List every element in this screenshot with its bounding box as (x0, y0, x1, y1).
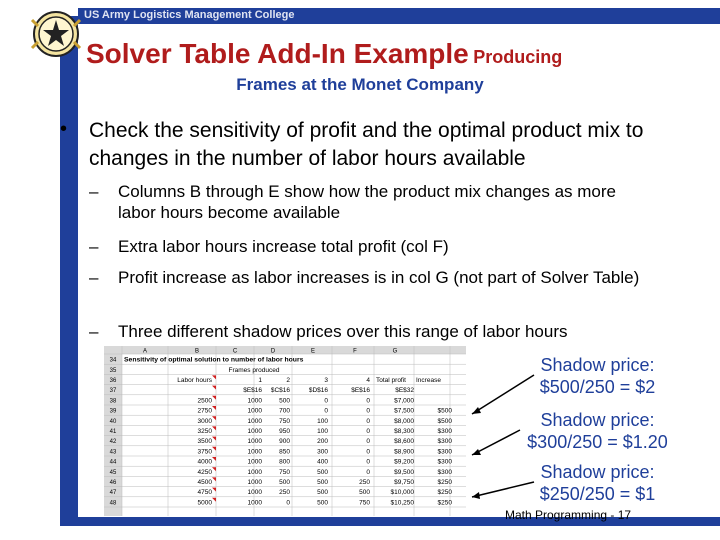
table-cell: 800 (279, 458, 290, 466)
table-cell: $8,300 (394, 428, 414, 435)
table-cell: 3000 (197, 417, 212, 425)
main-bullet-text: Check the sensitivity of profit and the optimal product mix to changes in the number of labor hours available (89, 119, 644, 170)
arrowhead-icon (472, 449, 481, 455)
row-number: 46 (109, 480, 117, 486)
table-cell: $8,900 (394, 448, 414, 456)
table-cell: 2750 (197, 407, 212, 415)
product-number: 3 (324, 377, 328, 384)
arrowhead-icon (472, 407, 481, 414)
table-cell: $500 (437, 407, 452, 415)
table-cell: 0 (366, 468, 370, 476)
table-cell: 0 (324, 407, 328, 415)
table-cell: 500 (317, 468, 328, 476)
arrowhead-icon (472, 492, 480, 499)
table-cell: 500 (317, 499, 328, 507)
column-header-label: A (142, 348, 148, 355)
table-cell: 100 (317, 417, 328, 425)
arrow-shadow-2 (472, 430, 520, 455)
shadow-price-value: $300/250 = $1.20 (527, 432, 668, 452)
table-cell: $7,500 (394, 407, 414, 415)
table-cell: 0 (366, 438, 370, 446)
dash-icon: – (89, 322, 99, 341)
table-cell: 500 (317, 489, 328, 497)
table-cell: 5000 (197, 499, 212, 507)
table-cell: 1000 (247, 448, 262, 456)
shadow-price-label: Shadow price: (540, 462, 655, 482)
table-cell: $300 (437, 448, 452, 456)
increase-label: Increase (416, 377, 441, 384)
bullet-icon: • (60, 118, 68, 140)
org-name: US Army Logistics Management College (84, 9, 295, 21)
product-number: 2 (286, 377, 290, 384)
column-header-label: F (353, 348, 357, 355)
table-cell: 900 (279, 438, 290, 446)
table-cell: 3250 (197, 428, 212, 435)
dash-icon: – (89, 237, 99, 256)
table-cell: $10,000 (390, 489, 414, 497)
sub-bullet-text: Columns B through E show how the product mix changes as more labor hours become available (118, 182, 616, 222)
shadow-price-value: $250/250 = $1 (539, 484, 656, 504)
table-cell: 1000 (247, 397, 262, 405)
table-cell: 1000 (247, 417, 262, 425)
table-cell: $8,000 (394, 417, 414, 425)
column-header-label: C (232, 348, 238, 355)
shadow-price-label: Shadow price: (540, 410, 655, 430)
row-number: 44 (109, 459, 117, 466)
table-cell: 100 (317, 428, 328, 435)
table-cell: 500 (317, 479, 328, 486)
row-number: 36 (109, 378, 117, 384)
table-cell: 300 (317, 448, 328, 456)
table-cell: $10,250 (390, 499, 414, 507)
row-number: 35 (109, 367, 117, 374)
table-cell: $9,200 (394, 458, 414, 466)
table-cell: $300 (437, 468, 452, 476)
title-main: Solver Table Add-In Example (86, 38, 469, 69)
table-cell: 500 (279, 479, 290, 486)
table-cell: $9,500 (394, 468, 414, 476)
sub-bullet-text: Profit increase as labor increases is in col G (not part of Solver Table) (118, 268, 640, 287)
title-suffix: Producing (473, 47, 563, 67)
table-cell: 750 (279, 468, 290, 476)
table-cell: 0 (366, 417, 370, 425)
sub-bullet-text: Three different shadow prices over this range of labor hours (118, 322, 568, 341)
product-number: 4 (366, 377, 370, 384)
table-cell: 1000 (247, 458, 262, 466)
table-cell: 4750 (197, 489, 212, 497)
table-cell: $250 (437, 499, 452, 507)
table-cell: 0 (366, 428, 370, 435)
table-cell: 0 (286, 499, 290, 507)
formula-cell: $E$16 (243, 387, 262, 395)
formula-cell: $E$32 (395, 387, 414, 395)
column-header-label: G (392, 348, 398, 355)
row-number: 40 (109, 418, 117, 425)
table-cell: 250 (279, 489, 290, 497)
row-number: 38 (109, 398, 117, 405)
formula-cell: $E$16 (351, 387, 370, 395)
shadow-price-3 (530, 461, 665, 505)
row-number: 37 (109, 388, 117, 395)
shadow-price-label: Shadow price: (540, 355, 655, 375)
row-number: 41 (109, 429, 117, 435)
table-cell: 4000 (197, 458, 212, 466)
table-cell: 3500 (197, 438, 212, 446)
table-cell: 1000 (247, 428, 262, 435)
shadow-price-2 (515, 409, 680, 453)
table-cell: 1000 (247, 479, 262, 486)
column-header-label: D (270, 348, 276, 355)
column-header-label: B (194, 348, 200, 355)
table-cell: $300 (437, 458, 452, 466)
slide-footer: Math Programming - 17 (505, 508, 632, 522)
dash-icon: – (89, 182, 99, 201)
row-number: 39 (109, 408, 117, 415)
table-cell: 750 (279, 417, 290, 425)
row-number: 48 (109, 500, 117, 507)
row-number: 42 (109, 439, 117, 446)
table-cell: $250 (437, 479, 452, 486)
table-cell: 500 (359, 489, 370, 497)
column-header-label: E (310, 348, 316, 355)
table-cell: $300 (437, 438, 452, 446)
table-cell: 1000 (247, 438, 262, 446)
table-cell: $7,000 (394, 397, 414, 405)
table-cell: $8,600 (394, 438, 414, 446)
table-title: Sensitivity of optimal solution to number of labor hours (124, 356, 304, 364)
table-cell: 1000 (247, 407, 262, 415)
table-cell: 1000 (247, 468, 262, 476)
table-cell: 3750 (197, 448, 212, 456)
table-cell: 200 (317, 438, 328, 446)
table-cell: 2500 (197, 397, 212, 405)
table-cell: 500 (279, 397, 290, 405)
table-cell: 700 (279, 407, 290, 415)
labor-label: Labor hours (177, 377, 212, 384)
table-cell: 1000 (247, 499, 262, 507)
table-cell: 950 (279, 428, 290, 435)
table-cell: 250 (359, 479, 370, 486)
table-cell: 0 (366, 448, 370, 456)
row-number: 47 (109, 490, 117, 497)
table-cell: 1000 (247, 489, 262, 497)
table-cell: $9,750 (394, 479, 414, 486)
formula-cell: $D$16 (308, 387, 328, 395)
shadow-price-1 (530, 354, 665, 398)
table-cell: 0 (366, 407, 370, 415)
dash-icon: – (89, 268, 99, 287)
formula-cell: $C$16 (270, 387, 290, 395)
table-cell: 400 (317, 458, 328, 466)
table-cell: 850 (279, 448, 290, 456)
product-number: 1 (258, 377, 262, 384)
table-cell: 4500 (197, 479, 212, 486)
table-cell: 750 (359, 499, 370, 507)
frames-label: Frames produced (228, 366, 280, 374)
table-cell: 0 (366, 458, 370, 466)
row-number: 34 (109, 357, 117, 364)
slide-subtitle: Frames at the Monet Company (236, 75, 484, 94)
table-cell: 0 (324, 397, 328, 405)
row-number: 43 (109, 449, 117, 456)
arrow-shadow-3 (472, 482, 534, 497)
table-cell: 4250 (197, 468, 212, 476)
total-profit-label: Total profit (376, 377, 406, 384)
table-cell: $500 (437, 417, 452, 425)
table-cell: $250 (437, 489, 452, 497)
sub-bullet-text: Extra labor hours increase total profit (col F) (118, 237, 449, 256)
table-cell: $300 (437, 428, 452, 435)
shadow-price-value: $500/250 = $2 (539, 377, 656, 397)
row-number: 45 (109, 469, 117, 476)
table-cell: 0 (366, 397, 370, 405)
